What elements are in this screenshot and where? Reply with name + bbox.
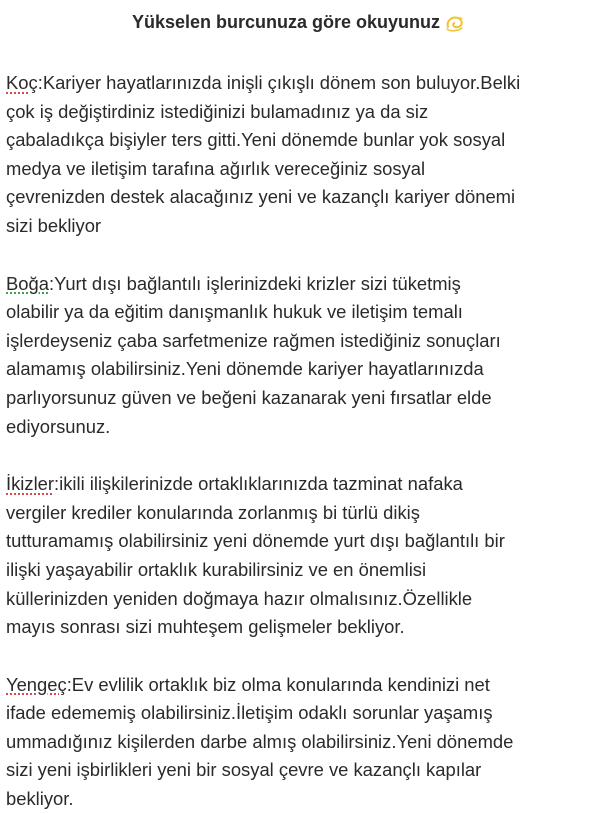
entry-line <box>6 470 592 499</box>
sign-label: Boğa <box>6 272 49 294</box>
sign-label: Koç <box>6 72 38 93</box>
entry-koc <box>6 69 592 241</box>
entry-line: çabaladıkça bişiyler ters gitti.Yeni dönemde bunlar yok sosyal <box>6 129 506 151</box>
entry-line: tutturamamış olabilirsiniz yeni dönemde yurt dışı bağlantılı bir <box>6 530 505 552</box>
entry-line: mayıs sonrası sizi muhteşem gelişmeler bekliyor. <box>6 616 405 638</box>
entry-text: :ikili ilişkilerinizde ortaklıklarınızda tazminat nafaka <box>54 473 463 495</box>
entry-line <box>6 270 592 299</box>
entry-line: parlıyorsunuz güven ve beğeni kazanarak yeni fırsatlar elde <box>6 386 492 408</box>
entry-line: vergiler krediler konularında zorlanmış bi türlü dikiş <box>6 501 420 523</box>
entry-line: sizi bekliyor <box>6 214 102 236</box>
title-text: Yükselen burcunuza göre okuyunuz <box>131 12 441 32</box>
entry-line: alamamış olabilirsiniz.Yeni dönemde kariyer hayatlarınızda <box>6 358 484 380</box>
entry-line: ilişki yaşayabilir ortaklık kurabilirsiniz ve en önemlisi <box>6 558 427 580</box>
sign-label: Yengeç <box>6 673 67 695</box>
entry-line: ediyorsunuz. <box>6 415 111 437</box>
entry-line: işlerdeyseniz çaba sarfetmenize rağmen istediğiniz sonuçları <box>6 329 501 351</box>
sign-label: İkizler <box>6 473 55 495</box>
entry-yengec <box>6 671 592 814</box>
entry-line: çevrenizden destek alacağınız yeni ve kazançlı kariyer dönemi <box>6 186 516 208</box>
entry-text: :Yurt dışı bağlantılı işlerinizdeki krizler sizi tüketmiş <box>48 272 461 294</box>
dizzy-icon <box>444 13 466 33</box>
page-title <box>6 0 592 36</box>
entry-boga <box>6 270 592 442</box>
entry-line: ifade edememiş olabilirsiniz.İletişim odaklı sorunlar yaşamış <box>6 702 493 724</box>
entry-line: olabilir ya da eğitim danışmanlık hukuk ve iletişim temalı <box>6 301 463 323</box>
entry-line: ummadığınız kişilerden darbe almış olabilirsiniz.Yeni dönemde <box>6 730 514 752</box>
entry-text: :Kariyer hayatlarınızda inişli çıkışlı dönem son buluyor.Belki <box>37 72 521 93</box>
entry-line: küllerinizden yeniden doğmaya hazır olmalısınız.Özellikle <box>6 587 473 609</box>
entry-line: çok iş değiştirdiniz istediğinizi bulamadınız ya da siz <box>6 100 429 122</box>
entry-line: sizi yeni işbirlikleri yeni bir sosyal çevre ve kazançlı kapılar <box>6 759 482 781</box>
entry-ikizler <box>6 470 592 642</box>
entry-line <box>6 69 592 98</box>
entry-text: :Ev evlilik ortaklık biz olma konularında kendinizi net <box>66 673 490 695</box>
entry-line: bekliyor. <box>6 788 74 810</box>
entry-line <box>6 671 592 700</box>
entry-line: medya ve iletişim tarafına ağırlık vereceğiniz sosyal <box>6 157 426 179</box>
